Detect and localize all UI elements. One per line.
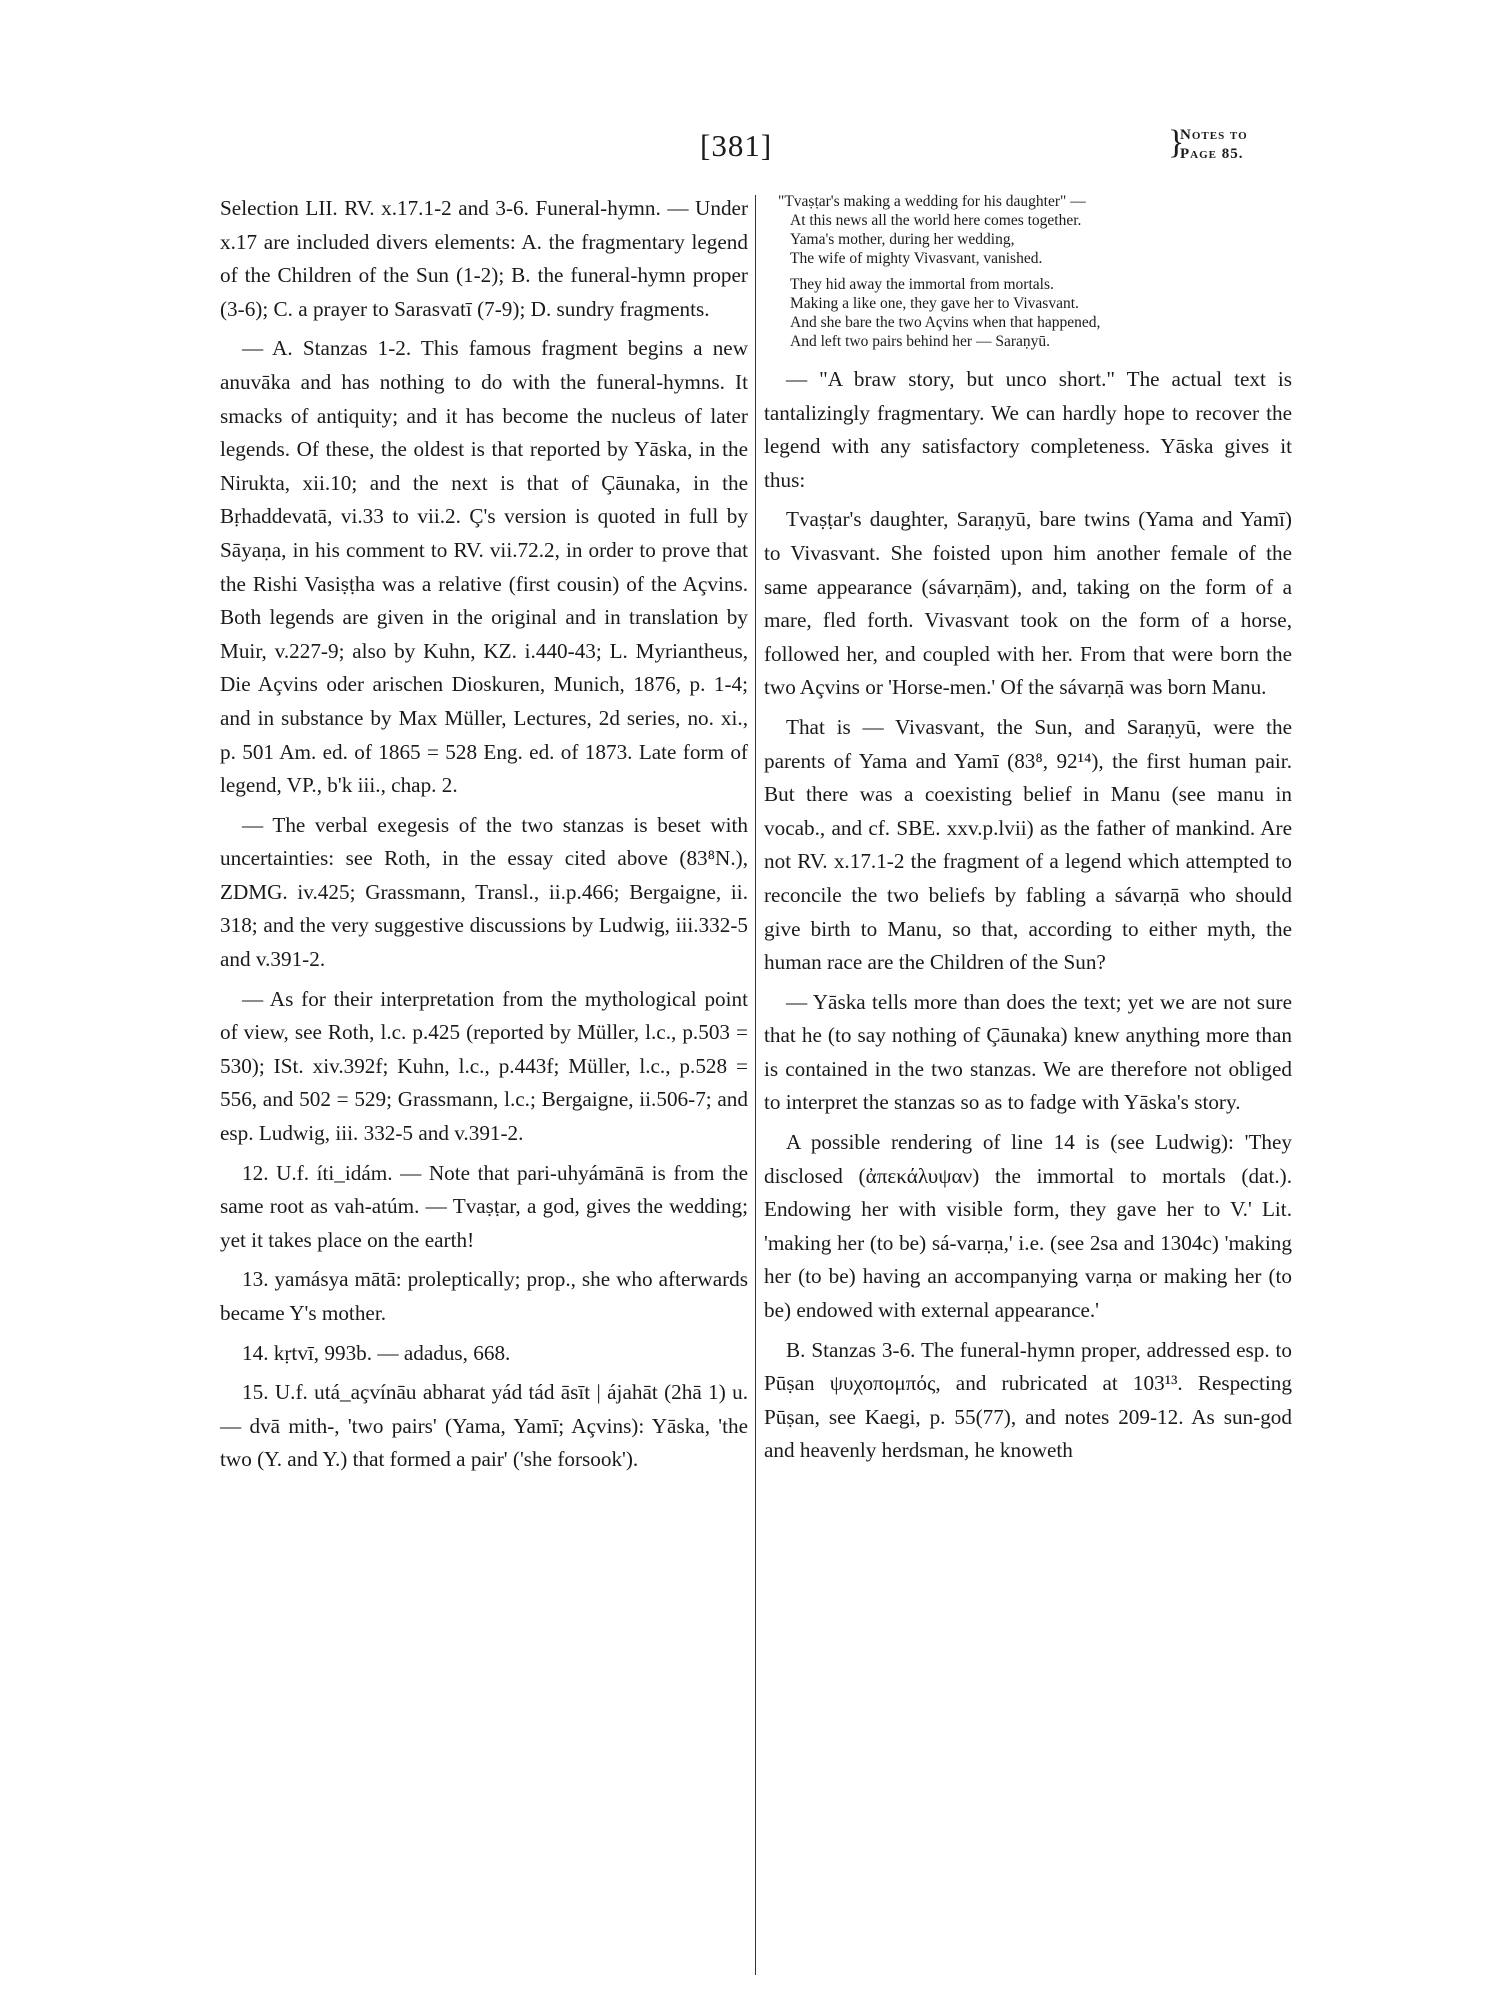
- running-head: [1180, 126, 1248, 164]
- verse-translation: [778, 192, 1292, 351]
- paragraph-mythological-interpretation: — As for their interpretation from the mythological point of view, see Roth, l.c. p.425 (reported by Müller, l.c., p.503 = 530); ISt. xiv.392f; Kuhn, l.c., p.443f; Müller, l.c., p.528 = 556, and 502 = 529; Grassmann, l.c.; Bergaigne, ii.506-7; and esp. Ludwig, iii. 332-5 and v.391-2.: [220, 986, 748, 1146]
- paragraph-stanzas-3-6: B. Stanzas 3-6. The funeral-hymn proper, addressed esp. to Pūṣan ψυχοπομπός, and rubricated at 103¹³. Respecting Pūṣan, see Kaegi, p. 55(77), and notes 209-12. As sun-god and heavenly herdsman, he knoweth: [764, 1337, 1292, 1463]
- paragraph-children-of-sun: That is — Vivasvant, the Sun, and Saraṇyū, were the parents of Yama and Yamī (83⁸, 92¹⁴), the first human pair. But there was a coexisting belief in Manu (see manu in vocab., and cf. SBE. xxv.p.lvii) as the father of mankind. Are not RV. x.17.1-2 the fragment of a legend which attempted to reconcile the two beliefs by fabling a sávarṇā who should give birth to Manu, so that, according to either myth, the human race are the Children of the Sun?: [764, 714, 1292, 975]
- running-head-line-1: Notes to: [1180, 127, 1248, 143]
- verse-line: They hid away the immortal from mortals.: [790, 276, 1054, 293]
- note-13: 13. yamásya mātā: proleptically; prop., she who afterwards became Y's mother.: [220, 1267, 748, 1325]
- column-divider: [755, 195, 756, 1975]
- verse-line: Yama's mother, during her wedding,: [790, 231, 1015, 248]
- right-column: [764, 192, 1292, 1474]
- note-12: 12. U.f. íti_idám. — Note that pari-uhyámānā is from the same root as vah-atúm. — Tvaṣṭar, a god, gives the wedding; yet it takes place on the earth!: [220, 1160, 748, 1252]
- verse-line: "Tvaṣṭar's making a wedding for his daughter" —: [778, 193, 1086, 210]
- brace-glyph: }: [1168, 124, 1185, 161]
- verse-line: Making a like one, they gave her to Vivasvant.: [790, 295, 1079, 312]
- verse-line: And left two pairs behind her — Saraṇyū.: [790, 333, 1050, 350]
- note-15: 15. U.f. utá_açvínāu abharat yád tád āsīt | ájahāt (2hā 1) u. — dvā mith-, 'two pairs' (Yama, Yamī; Açvins): Yāska, 'the two (Y. and Y.) that formed a pair' ('she forsook').: [220, 1380, 748, 1472]
- paragraph-line-14-rendering: A possible rendering of line 14 is (see Ludwig): 'They disclosed (ἀπεκάλυψαν) the immortal to mortals (dat.). Endowing her with visible form, they gave her to V.' Lit. 'making her (to be) sá-varṇa,' i.e. (see 2sa and 1304c) 'making her (to be) having an accompanying varṇa or making her (to be) endowed with external appearance.': [764, 1130, 1292, 1323]
- note-14: 14. kṛtvī, 993b. — adadus, 668.: [242, 1340, 511, 1365]
- verse-line: The wife of mighty Vivasvant, vanished.: [790, 250, 1043, 267]
- paragraph-stanzas-1-2: — A. Stanzas 1-2. This famous fragment begins a new anuvāka and has nothing to do with the funeral-hymns. It smacks of antiquity; and it has become the nucleus of later legends. Of these, the oldest is that reported by Yāska, in the Nirukta, xii.10; and the next is that of Çāunaka, in the Bṛhaddevatā, vi.33 to vii.2. Ç's version is quoted in full by Sāyaṇa, in his comment to RV. vii.72.2, in order to prove that the Rishi Vasiṣṭha was a relative (first cousin) of the Açvins. Both legends are given in the original and in translation by Muir, v.227-9; also by Kuhn, KZ. i.440-43; L. Myriantheus, Die Açvins oder arischen Dioskuren, Munich, 1876, p. 1-4; and in substance by Max Müller, Lectures, 2d series, no. xi., p. 501 Am. ed. of 1865 = 528 Eng. ed. of 1873. Late form of legend, VP., b'k iii., chap. 2.: [220, 336, 748, 798]
- paragraph-selection-heading: Selection LII. RV. x.17.1-2 and 3-6. Funeral-hymn. — Under x.17 are included divers elements: A. the fragmentary legend of the Children of the Sun (1-2); B. the funeral-hymn proper (3-6); C. a prayer to Sarasvatī (7-9); D. sundry fragments.: [220, 196, 748, 321]
- page-number: [381]: [700, 128, 773, 163]
- verse-line: And she bare the two Açvins when that happened,: [790, 314, 1101, 331]
- verse-line: At this news all the world here comes together.: [790, 212, 1082, 229]
- running-head-line-2: Page 85.: [1180, 146, 1244, 162]
- paragraph-yaska-legend: Tvaṣṭar's daughter, Saraṇyū, bare twins (Yama and Yamī) to Vivasvant. She foisted upon him another female of the same appearance (sávarṇām), and, taking on the form of a mare, fled forth. Vivasvant took on the form of a horse, followed her, and coupled with her. From that were born the two Açvins or 'Horse-men.' Of the sávarṇā was born Manu.: [764, 507, 1292, 700]
- paragraph-braw-story: — "A braw story, but unco short." The actual text is tantalizingly fragmentary. We can hardly hope to recover the legend with any satisfactory completeness. Yāska gives it thus:: [764, 367, 1292, 492]
- left-column: [220, 192, 748, 1483]
- paragraph-yaska-tells: — Yāska tells more than does the text; yet we are not sure that he (to say nothing of Çāunaka) knew anything more than is contained in the two stanzas. We are therefore not obliged to interpret the stanzas so as to fadge with Yāska's story.: [764, 989, 1292, 1115]
- paragraph-verbal-exegesis: — The verbal exegesis of the two stanzas is beset with uncertainties: see Roth, in the essay cited above (83⁸N.), ZDMG. iv.425; Grassmann, Transl., ii.p.466; Bergaigne, ii. 318; and the very suggestive discussions by Ludwig, iii.332-5 and v.391-2.: [220, 812, 748, 972]
